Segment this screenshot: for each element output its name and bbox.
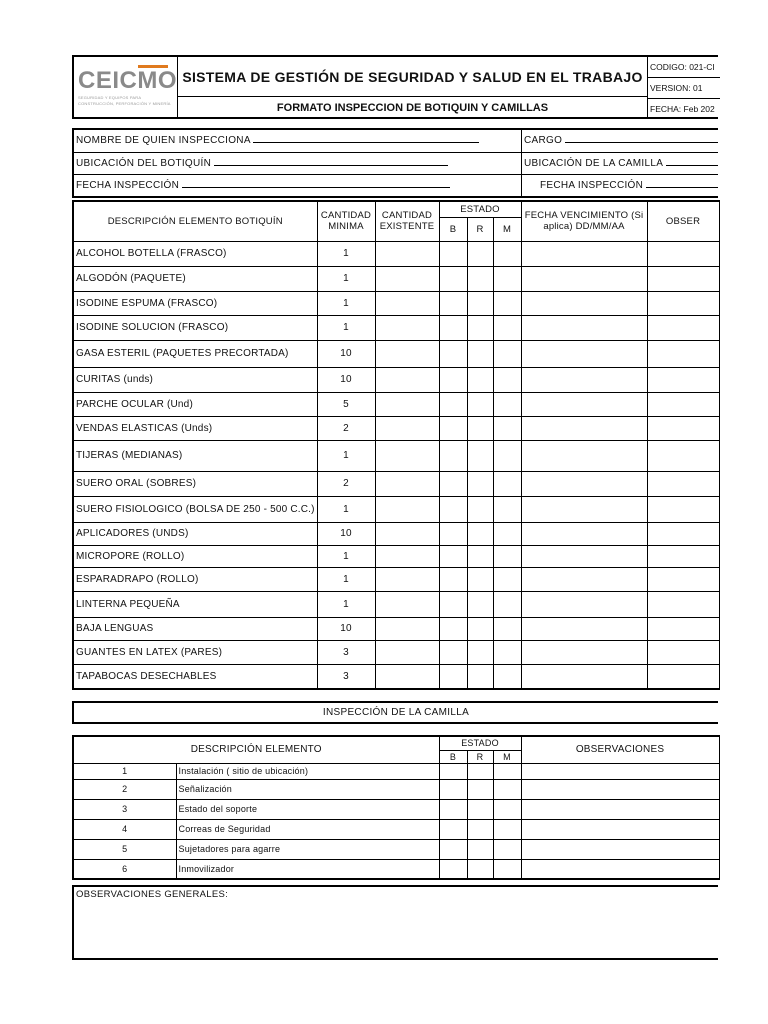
camilla-estado-m-cell[interactable] (493, 819, 521, 839)
camilla-item-number: 1 (73, 763, 176, 779)
camilla-item-description: Estado del soporte (176, 799, 439, 819)
item-estado-b-cell[interactable] (439, 440, 467, 471)
item-fecha-vencimiento-cell[interactable] (521, 266, 647, 291)
item-estado-r-cell[interactable] (467, 640, 493, 664)
item-cantidad-minima: 1 (317, 496, 375, 522)
item-cantidad-existente-cell[interactable] (375, 315, 439, 340)
item-estado-m-cell[interactable] (493, 392, 521, 416)
camilla-item-number: 4 (73, 819, 176, 839)
item-fecha-vencimiento-cell[interactable] (521, 471, 647, 496)
table-row (73, 799, 719, 819)
item-description: GUANTES EN LATEX (PARES) (73, 640, 317, 664)
table-row (73, 567, 719, 591)
item-fecha-vencimiento-cell[interactable] (521, 241, 647, 266)
inspection-info (72, 128, 718, 198)
fecha-inspeccion-camilla-label: FECHA INSPECCIÓN (540, 180, 644, 191)
item-estado-b-cell[interactable] (439, 315, 467, 340)
item-estado-m-cell[interactable] (493, 567, 521, 591)
item-description: GASA ESTERIL (PAQUETES PRECORTADA) (73, 340, 317, 367)
col-cantidad-existente-header: CANTIDAD EXISTENTE (375, 201, 439, 241)
info-row-ubicacion (74, 152, 718, 174)
item-cantidad-minima: 1 (317, 591, 375, 617)
table-row (73, 392, 719, 416)
item-estado-m-cell[interactable] (493, 416, 521, 440)
item-cantidad-existente-cell[interactable] (375, 567, 439, 591)
document-meta (648, 57, 720, 117)
item-description: ALCOHOL BOTELLA (FRASCO) (73, 241, 317, 266)
item-observaciones-cell[interactable] (647, 471, 719, 496)
item-observaciones-cell[interactable] (647, 241, 719, 266)
item-cantidad-existente-cell[interactable] (375, 545, 439, 567)
item-estado-m-cell[interactable] (493, 664, 521, 689)
item-cantidad-existente-cell[interactable] (375, 266, 439, 291)
item-estado-b-cell[interactable] (439, 241, 467, 266)
fecha-inspeccion-field[interactable] (182, 176, 450, 188)
item-fecha-vencimiento-cell[interactable] (521, 591, 647, 617)
form-header (72, 55, 718, 119)
item-cantidad-minima: 1 (317, 241, 375, 266)
table-row (73, 819, 719, 839)
item-estado-r-cell[interactable] (467, 496, 493, 522)
item-description: SUERO ORAL (SOBRES) (73, 471, 317, 496)
item-cantidad-existente-cell[interactable] (375, 591, 439, 617)
camilla-item-description: Sujetadores para agarre (176, 839, 439, 859)
item-cantidad-minima: 3 (317, 640, 375, 664)
camilla-observaciones-cell[interactable] (521, 799, 719, 819)
item-observaciones-cell[interactable] (647, 340, 719, 367)
item-estado-b-cell[interactable] (439, 392, 467, 416)
item-description: CURITAS (unds) (73, 367, 317, 392)
item-estado-m-cell[interactable] (493, 591, 521, 617)
item-fecha-vencimiento-cell[interactable] (521, 416, 647, 440)
camilla-location-label: UBICACIÓN DE LA CAMILLA (524, 158, 663, 169)
item-fecha-vencimiento-cell[interactable] (521, 367, 647, 392)
item-estado-r-cell[interactable] (467, 367, 493, 392)
item-fecha-vencimiento-cell[interactable] (521, 664, 647, 689)
item-cantidad-minima: 1 (317, 291, 375, 315)
item-estado-b-cell[interactable] (439, 266, 467, 291)
camilla-estado-r-cell[interactable] (467, 799, 493, 819)
cam-col-observaciones-header: OBSERVACIONES (521, 736, 719, 763)
item-cantidad-minima: 2 (317, 416, 375, 440)
document-subtitle: FORMATO INSPECCION DE BOTIQUIN Y CAMILLAS (178, 97, 648, 119)
camilla-item-description: Correas de Seguridad (176, 819, 439, 839)
item-fecha-vencimiento-cell[interactable] (521, 440, 647, 471)
item-description: TAPABOCAS DESECHABLES (73, 664, 317, 689)
item-observaciones-cell[interactable] (647, 315, 719, 340)
item-fecha-vencimiento-cell[interactable] (521, 545, 647, 567)
item-cantidad-minima: 1 (317, 545, 375, 567)
camilla-estado-b-cell[interactable] (439, 859, 467, 879)
camilla-observaciones-cell[interactable] (521, 859, 719, 879)
camilla-item-number: 6 (73, 859, 176, 879)
document-version: VERSION: 01 (648, 78, 720, 99)
item-cantidad-minima: 3 (317, 664, 375, 689)
item-estado-m-cell[interactable] (493, 545, 521, 567)
camilla-estado-m-cell[interactable] (493, 799, 521, 819)
table-row (73, 440, 719, 471)
fecha-inspeccion-label: FECHA INSPECCIÓN (76, 180, 180, 191)
item-observaciones-cell[interactable] (647, 416, 719, 440)
item-estado-m-cell[interactable] (493, 440, 521, 471)
cam-col-estado-m: M (493, 750, 521, 763)
item-estado-b-cell[interactable] (439, 640, 467, 664)
item-cantidad-existente-cell[interactable] (375, 340, 439, 367)
document-code: CODIGO: 021-CI (648, 57, 720, 78)
camilla-estado-b-cell[interactable] (439, 819, 467, 839)
item-description: ISODINE ESPUMA (FRASCO) (73, 291, 317, 315)
cam-col-estado-header: ESTADO (439, 736, 521, 750)
document-date: FECHA: Feb 202 (650, 104, 715, 114)
item-fecha-vencimiento-cell[interactable] (521, 315, 647, 340)
col-estado-header: ESTADO (439, 201, 521, 217)
table-row (73, 471, 719, 496)
table-row (73, 496, 719, 522)
table-row (73, 266, 719, 291)
inspector-name-label: NOMBRE DE QUIEN INSPECCIONA (76, 135, 251, 146)
item-cantidad-existente-cell[interactable] (375, 496, 439, 522)
item-estado-r-cell[interactable] (467, 440, 493, 471)
item-estado-m-cell[interactable] (493, 241, 521, 266)
camilla-estado-r-cell[interactable] (467, 859, 493, 879)
item-estado-b-cell[interactable] (439, 545, 467, 567)
item-observaciones-cell[interactable] (647, 367, 719, 392)
item-cantidad-existente-cell[interactable] (375, 440, 439, 471)
camilla-observaciones-cell[interactable] (521, 779, 719, 799)
camilla-estado-b-cell[interactable] (439, 839, 467, 859)
item-cantidad-minima: 5 (317, 392, 375, 416)
item-cantidad-existente-cell[interactable] (375, 416, 439, 440)
item-observaciones-cell[interactable] (647, 496, 719, 522)
botiquin-table (72, 200, 720, 690)
camilla-estado-b-cell[interactable] (439, 763, 467, 779)
item-description: APLICADORES (UNDS) (73, 522, 317, 545)
item-estado-r-cell[interactable] (467, 522, 493, 545)
item-estado-r-cell[interactable] (467, 241, 493, 266)
item-observaciones-cell[interactable] (647, 392, 719, 416)
item-description: BAJA LENGUAS (73, 617, 317, 640)
cam-col-estado-r: R (467, 750, 493, 763)
item-description: LINTERNA PEQUEÑA (73, 591, 317, 617)
camilla-observaciones-cell[interactable] (521, 763, 719, 779)
item-observaciones-cell[interactable] (647, 545, 719, 567)
item-cantidad-existente-cell[interactable] (375, 640, 439, 664)
item-estado-b-cell[interactable] (439, 591, 467, 617)
camilla-observaciones-cell[interactable] (521, 839, 719, 859)
camilla-item-description: Señalización (176, 779, 439, 799)
item-description: MICROPORE (ROLLO) (73, 545, 317, 567)
col-estado-r: R (467, 217, 493, 241)
item-estado-r-cell[interactable] (467, 266, 493, 291)
item-description: ESPARADRAPO (ROLLO) (73, 567, 317, 591)
logo-tagline-2: CONSTRUCCIÓN, PERFORACIÓN Y MINERÍA (78, 101, 171, 106)
item-estado-b-cell[interactable] (439, 664, 467, 689)
item-estado-r-cell[interactable] (467, 471, 493, 496)
item-estado-r-cell[interactable] (467, 416, 493, 440)
camilla-estado-r-cell[interactable] (467, 819, 493, 839)
item-estado-m-cell[interactable] (493, 496, 521, 522)
item-description: ALGODÓN (PAQUETE) (73, 266, 317, 291)
camilla-item-description: Instalación ( sitio de ubicación) (176, 763, 439, 779)
item-estado-r-cell[interactable] (467, 291, 493, 315)
camilla-table (72, 735, 720, 880)
observaciones-generales-box[interactable] (72, 885, 718, 960)
item-cantidad-minima: 10 (317, 522, 375, 545)
item-estado-m-cell[interactable] (493, 291, 521, 315)
item-estado-b-cell[interactable] (439, 617, 467, 640)
item-description: SUERO FISIOLOGICO (BOLSA DE 250 - 500 C.C.) (73, 496, 317, 522)
item-observaciones-cell[interactable] (647, 440, 719, 471)
col-descripcion-header: DESCRIPCIÓN ELEMENTO BOTIQUÍN (73, 201, 317, 241)
item-cantidad-existente-cell[interactable] (375, 241, 439, 266)
item-estado-b-cell[interactable] (439, 567, 467, 591)
table-row (73, 416, 719, 440)
camilla-item-number: 5 (73, 839, 176, 859)
item-cantidad-existente-cell[interactable] (375, 392, 439, 416)
camilla-section-title: INSPECCIÓN DE LA CAMILLA (72, 701, 718, 724)
item-cantidad-existente-cell[interactable] (375, 291, 439, 315)
cargo-field[interactable] (565, 131, 718, 143)
botiquin-location-label: UBICACIÓN DEL BOTIQUÍN (76, 158, 212, 169)
item-estado-m-cell[interactable] (493, 367, 521, 392)
logo-tagline-1: SEGURIDAD Y EQUIPOS PARA (78, 95, 142, 100)
item-observaciones-cell[interactable] (647, 664, 719, 689)
camilla-estado-m-cell[interactable] (493, 839, 521, 859)
camilla-observaciones-cell[interactable] (521, 819, 719, 839)
item-cantidad-minima: 10 (317, 340, 375, 367)
item-cantidad-existente-cell[interactable] (375, 367, 439, 392)
camilla-estado-r-cell[interactable] (467, 839, 493, 859)
observaciones-generales-label: OBSERVACIONES GENERALES: (76, 889, 229, 900)
item-observaciones-cell[interactable] (647, 591, 719, 617)
table-row (73, 241, 719, 266)
item-cantidad-existente-cell[interactable] (375, 522, 439, 545)
item-cantidad-minima: 1 (317, 266, 375, 291)
inspector-name-field[interactable] (253, 131, 479, 143)
info-row-fecha (74, 174, 718, 196)
camilla-estado-m-cell[interactable] (493, 859, 521, 879)
item-observaciones-cell[interactable] (647, 567, 719, 591)
camilla-location-field[interactable] (666, 154, 718, 166)
table-row (73, 859, 719, 879)
camilla-estado-b-cell[interactable] (439, 799, 467, 819)
table-row (73, 291, 719, 315)
cam-col-descripcion-header: DESCRIPCIÓN ELEMENTO (73, 736, 439, 763)
table-row (73, 315, 719, 340)
item-estado-m-cell[interactable] (493, 315, 521, 340)
item-fecha-vencimiento-cell[interactable] (521, 567, 647, 591)
item-fecha-vencimiento-cell[interactable] (521, 392, 647, 416)
item-cantidad-existente-cell[interactable] (375, 471, 439, 496)
info-row-nombre (74, 130, 718, 152)
item-observaciones-cell[interactable] (647, 617, 719, 640)
table-row (73, 664, 719, 689)
camilla-item-number: 3 (73, 799, 176, 819)
item-estado-r-cell[interactable] (467, 545, 493, 567)
item-fecha-vencimiento-cell[interactable] (521, 496, 647, 522)
item-cantidad-minima: 1 (317, 440, 375, 471)
item-estado-b-cell[interactable] (439, 367, 467, 392)
camilla-estado-b-cell[interactable] (439, 779, 467, 799)
table-row (73, 779, 719, 799)
col-estado-b: B (439, 217, 467, 241)
item-estado-r-cell[interactable] (467, 664, 493, 689)
item-estado-m-cell[interactable] (493, 522, 521, 545)
table-row (73, 617, 719, 640)
col-fecha-vencimiento-header: FECHA VENCIMIENTO (Si aplica) DD/MM/AA (521, 201, 647, 241)
item-fecha-vencimiento-cell[interactable] (521, 617, 647, 640)
item-fecha-vencimiento-cell[interactable] (521, 640, 647, 664)
item-estado-m-cell[interactable] (493, 340, 521, 367)
item-estado-m-cell[interactable] (493, 266, 521, 291)
camilla-item-description: Inmovilizador (176, 859, 439, 879)
item-fecha-vencimiento-cell[interactable] (521, 522, 647, 545)
col-cantidad-minima-header: CANTIDAD MINIMA (317, 201, 375, 241)
item-estado-b-cell[interactable] (439, 471, 467, 496)
item-estado-m-cell[interactable] (493, 617, 521, 640)
item-estado-b-cell[interactable] (439, 291, 467, 315)
item-description: VENDAS ELASTICAS (Unds) (73, 416, 317, 440)
item-estado-b-cell[interactable] (439, 340, 467, 367)
item-estado-m-cell[interactable] (493, 640, 521, 664)
item-estado-r-cell[interactable] (467, 617, 493, 640)
cam-col-estado-b: B (439, 750, 467, 763)
camilla-item-number: 2 (73, 779, 176, 799)
botiquin-location-field[interactable] (214, 154, 448, 166)
item-description: ISODINE SOLUCION (FRASCO) (73, 315, 317, 340)
table-row (73, 367, 719, 392)
item-cantidad-minima: 10 (317, 367, 375, 392)
cargo-label: CARGO (524, 135, 563, 146)
company-logo (74, 57, 178, 117)
logo-text: CEICMO (78, 67, 177, 94)
fecha-inspeccion-camilla-field[interactable] (646, 176, 718, 188)
item-description: PARCHE OCULAR (Und) (73, 392, 317, 416)
item-observaciones-cell[interactable] (647, 291, 719, 315)
camilla-estado-m-cell[interactable] (493, 763, 521, 779)
item-estado-r-cell[interactable] (467, 591, 493, 617)
camilla-estado-r-cell[interactable] (467, 763, 493, 779)
table-row (73, 545, 719, 567)
table-row (73, 763, 719, 779)
item-estado-m-cell[interactable] (493, 471, 521, 496)
item-observaciones-cell[interactable] (647, 522, 719, 545)
item-estado-b-cell[interactable] (439, 416, 467, 440)
item-cantidad-minima: 2 (317, 471, 375, 496)
document-title: SISTEMA DE GESTIÓN DE SEGURIDAD Y SALUD EN EL TRABAJO (178, 57, 648, 97)
col-observaciones-header: OBSER (647, 201, 719, 241)
camilla-estado-m-cell[interactable] (493, 779, 521, 799)
col-estado-m: M (493, 217, 521, 241)
item-cantidad-minima: 1 (317, 567, 375, 591)
item-estado-b-cell[interactable] (439, 496, 467, 522)
table-row (73, 839, 719, 859)
item-observaciones-cell[interactable] (647, 266, 719, 291)
item-estado-b-cell[interactable] (439, 522, 467, 545)
table-row (73, 640, 719, 664)
table-row (73, 591, 719, 617)
item-estado-r-cell[interactable] (467, 340, 493, 367)
item-estado-r-cell[interactable] (467, 567, 493, 591)
item-cantidad-minima: 1 (317, 315, 375, 340)
item-estado-r-cell[interactable] (467, 315, 493, 340)
camilla-estado-r-cell[interactable] (467, 779, 493, 799)
item-cantidad-existente-cell[interactable] (375, 617, 439, 640)
item-description: TIJERAS (MEDIANAS) (73, 440, 317, 471)
table-row (73, 522, 719, 545)
item-cantidad-existente-cell[interactable] (375, 664, 439, 689)
item-observaciones-cell[interactable] (647, 640, 719, 664)
item-estado-r-cell[interactable] (467, 392, 493, 416)
item-cantidad-minima: 10 (317, 617, 375, 640)
item-fecha-vencimiento-cell[interactable] (521, 291, 647, 315)
table-row (73, 340, 719, 367)
item-fecha-vencimiento-cell[interactable] (521, 340, 647, 367)
